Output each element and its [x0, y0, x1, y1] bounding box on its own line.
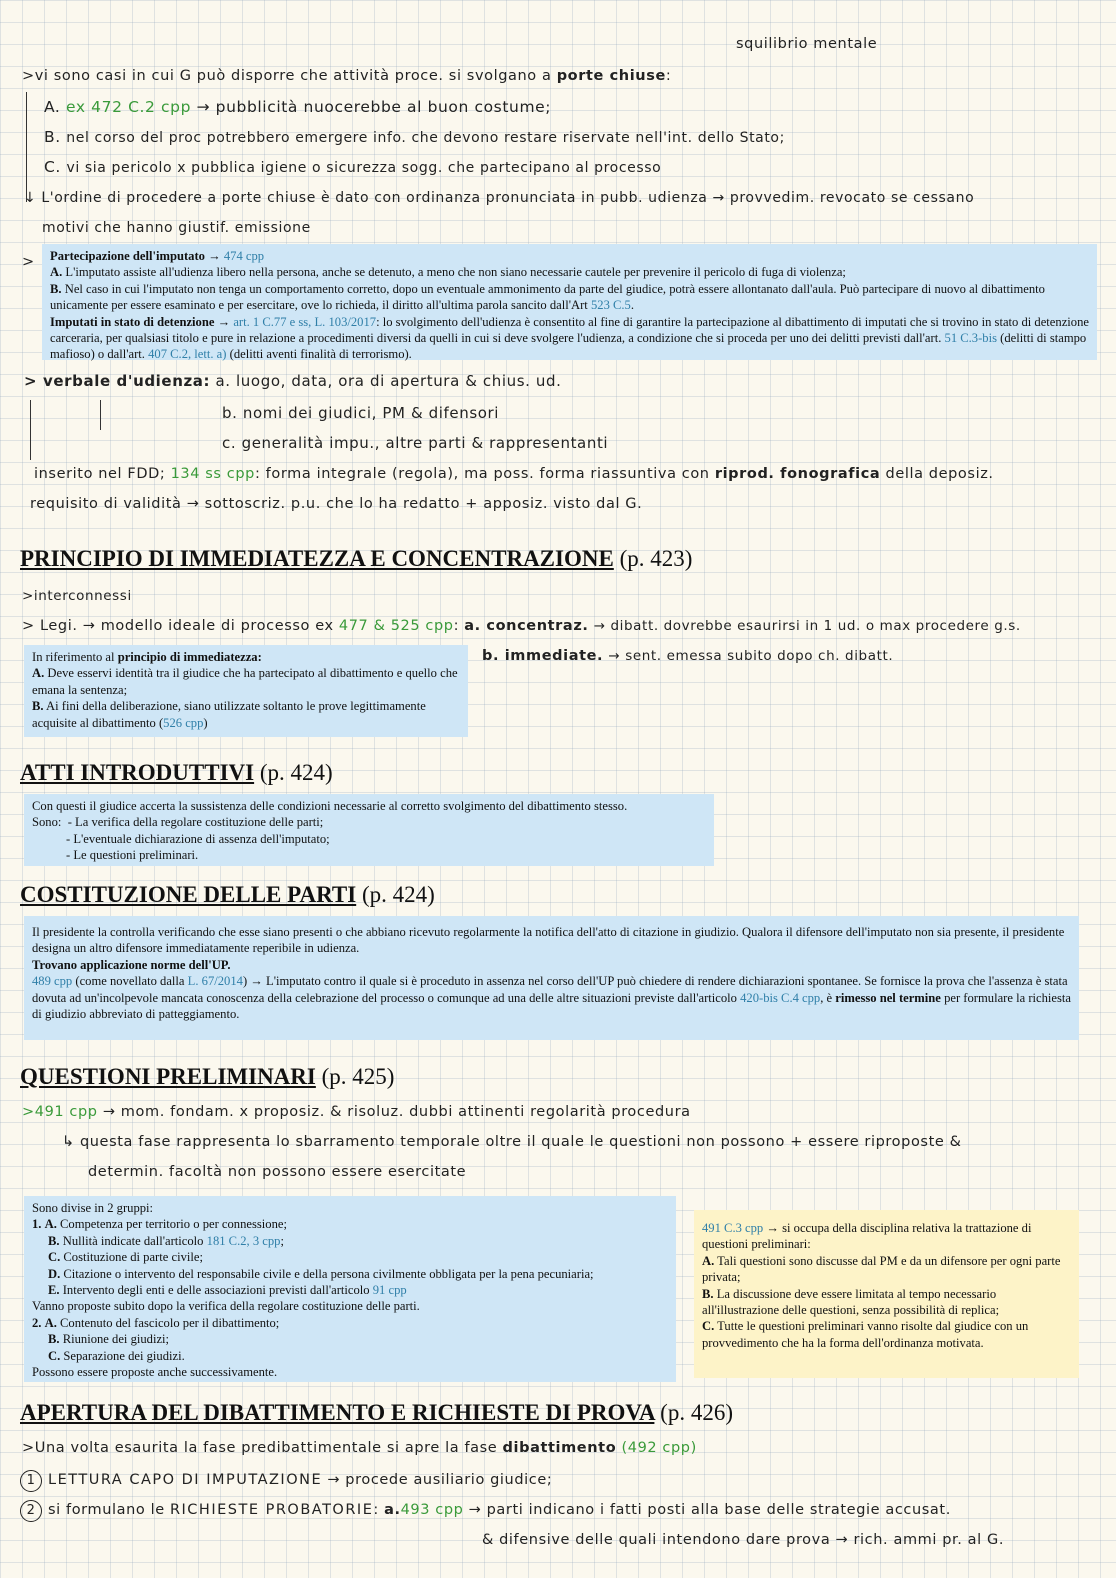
partecipazione-box: Partecipazione dell'imputato → 474 cpp A. L'imputato assiste all'udienza libero nella persona, anche se detenuto, a meno che non siano necessarie cautele per prevenire il pericolo di fuga di violenza; B. Nel caso in cui l'imputato non tenga un comportamento corretto, dopo un eventuale ammonimento da parte del giudice, potrà essere allontanato dall'aula. Può partecipare di nuovo al dibattimento unicamente per essere esaminato e per esercitare, ove lo richieda, il diritto all'ultima parola sancito dall'Art 523 C.5. Imputati in stato di detenzione → art. 1 C.77 e ss, L. 103/2017: lo svolgimento dell'udienza è consentito al fine di garantire la partecipazione al dibattimento di imputati che si trovino in stato di detenzione carceraria, per qualsiasi titolo e pure in relazione a procedimenti diversi da quelli in cui si deve svolgere l'udienza, a condizione che si proceda per uno dei delitti previsti dall'art. 51 C.3-bis (delitti di stampo mafioso) o dall'art. 407 C.2, lett. a) (delitti aventi finalità di terrorismo).	[42, 244, 1097, 360]
immediatezza-inter: >interconnessi	[22, 588, 132, 604]
verbale-c: c. generalità impu., altre parti & rappresentanti	[222, 434, 609, 452]
questioni-box: Sono divise in 2 gruppi: 1. A. Competenza per territorio o per connessione; B. Nullità indicate dall'articolo 181 C.2, 3 cpp; C. Costituzione di parte civile; D. Citazione o intervento del responsabile civile e della persona civilmente obbligata per la pena pecuniaria; E. Intervento degli enti e delle associazioni previsti dall'articolo 91 cpp Vanno proposte subito dopo la verifica della regolare costituzione delle parti. 2. A. Contenuto del fascicolo per il dibattimento; B. Riunione dei giudizi; C. Separazione dei giudizi. Possono essere proposte anche successivamente.	[24, 1196, 676, 1382]
apertura-step-2: 2 si formulano le RICHIESTE PROBATORIE: a.493 cpp → parti indicano i fatti posti alla base delle strategie accusat.	[20, 1500, 951, 1522]
immediatezza-legi: > Legi. → modello ideale di processo ex 477 & 525 cpp: a. concentraz. → dibatt. dovrebbe esaurirsi in 1 ud. o max procedere g.s.	[22, 618, 1021, 634]
porte-ordine-2: motivi che hanno giustif. emissione	[42, 220, 311, 236]
apertura-step-1: 1 LETTURA CAPO DI IMPUTAZIONE → procede ausiliario giudice;	[20, 1470, 552, 1492]
top-note: squilibrio mentale	[736, 36, 878, 52]
porte-item-a: A. ex 472 C.2 cpp → pubblicità nuocerebbe al buon costume;	[44, 98, 552, 116]
bracket-line	[26, 92, 27, 202]
heading-atti: ATTI INTRODUTTIVI (p. 424)	[20, 760, 333, 785]
verbale-requisito: requisito di validità → sottoscriz. p.u. che lo ha redatto + apposiz. visto dal G.	[30, 496, 643, 512]
atti-box: Con questi il giudice accerta la sussistenza delle condizioni necessarie al corretto svolgimento del dibattimento stesso. Sono: - La verifica della regolare costituzione delle parti; - L'eventuale dichiarazione di assenza dell'imputato; - Le questioni preliminari.	[24, 794, 714, 866]
apertura-l1: >Una volta esaurita la fase predibattimentale si apre la fase dibattimento (492 cpp)	[22, 1440, 697, 1456]
heading-costituzione: COSTITUZIONE DELLE PARTI (p. 424)	[20, 882, 435, 907]
porte-ordine-1: ↓ L'ordine di procedere a porte chiuse è dato con ordinanza pronunciata in pubb. udienza → provvedim. revocato se cessano	[24, 190, 975, 206]
verbale-arrow-2	[100, 400, 101, 430]
porte-item-b: B. nel corso del proc potrebbero emergere info. che devono restare riservate nell'int. dello Stato;	[44, 128, 785, 146]
costituzione-box: Il presidente la controlla verificando che esse siano presenti o che abbiano ricevuto regolarmente la notifica dell'atto di citazione in giudizio. Qualora il difensore dell'imputato non sia presente, il presidente designa un altro difensore immediatamente reperibile in udienza. Trovano applicazione norme dell'UP. 489 cpp (come novellato dalla L. 67/2014) → L'imputato contro il quale si è proceduto in assenza nel corso dell'UP può chiedere di rendere dichiarazioni spontanee. Se fornisce la prova che l'assenza è stata dovuta ad un'incolpevole mancata conoscenza della celebrazione del processo o comunque ad una delle altre situazioni previste dall'articolo 420-bis C.4 cpp, è rimesso nel termine per formulare la richiesta di giudizio abbreviato di patteggiamento.	[24, 916, 1079, 1040]
questioni-l1: >491 cpp → mom. fondam. x proposiz. & risoluz. dubbi attinenti regolarità procedura	[22, 1104, 691, 1120]
verbale-head: > verbale d'udienza: a. luogo, data, ora di apertura & chius. ud.	[24, 372, 562, 390]
questioni-l2: ↳ questa fase rappresenta lo sbarramento temporale oltre il quale le questioni non possono + essere riproposte &	[62, 1134, 962, 1150]
heading-apertura: APERTURA DEL DIBATTIMENTO E RICHIESTE DI PROVA (p. 426)	[20, 1400, 733, 1425]
partecipazione-marker: >	[22, 254, 35, 270]
heading-immediatezza: PRINCIPIO DI IMMEDIATEZZA E CONCENTRAZIONE (p. 423)	[20, 546, 693, 571]
porte-item-c: C. vi sia pericolo x pubblica igiene o sicurezza sogg. che partecipano al processo	[44, 158, 662, 176]
verbale-b: b. nomi dei giudici, PM & difensori	[222, 404, 500, 422]
immediatezza-box: In riferimento al principio di immediatezza: A. Deve esservi identità tra il giudice che ha partecipato al dibattimento e quello che emana la sentenza; B. Ai fini della deliberazione, siano utilizzate soltanto le prove legittimamente acquisite al dibattimento (526 cpp)	[24, 645, 468, 737]
immediatezza-b: b. immediate. → sent. emessa subito dopo ch. dibatt.	[482, 648, 894, 664]
verbale-arrow-1	[30, 400, 31, 460]
questioni-l3: determin. facoltà non possono essere esercitate	[88, 1164, 467, 1180]
heading-questioni: QUESTIONI PRELIMINARI (p. 425)	[20, 1064, 395, 1089]
questioni-ybox: 491 C.3 cpp → si occupa della disciplina relativa la trattazione di questioni preliminari: A. Tali questioni sono discusse dal PM e da un difensore per ogni parte privata; B. La discussione deve essere limitata al tempo necessario all'illustrazione delle questioni, senza possibilità di replica; C. Tutte le questioni preliminari vanno risolte dal giudice con un provvedimento che ha la forma dell'ordinanza motivata.	[694, 1210, 1079, 1378]
apertura-step-2-cont: & difensive delle quali intendono dare prova → rich. ammi pr. al G.	[482, 1532, 1005, 1548]
verbale-inserito: inserito nel FDD; 134 ss cpp: forma integrale (regola), ma poss. forma riassuntiva con riprod. fonografica della deposiz.	[34, 466, 994, 482]
porte-intro: >vi sono casi in cui G può disporre che attività proce. si svolgano a porte chiuse:	[22, 68, 672, 84]
